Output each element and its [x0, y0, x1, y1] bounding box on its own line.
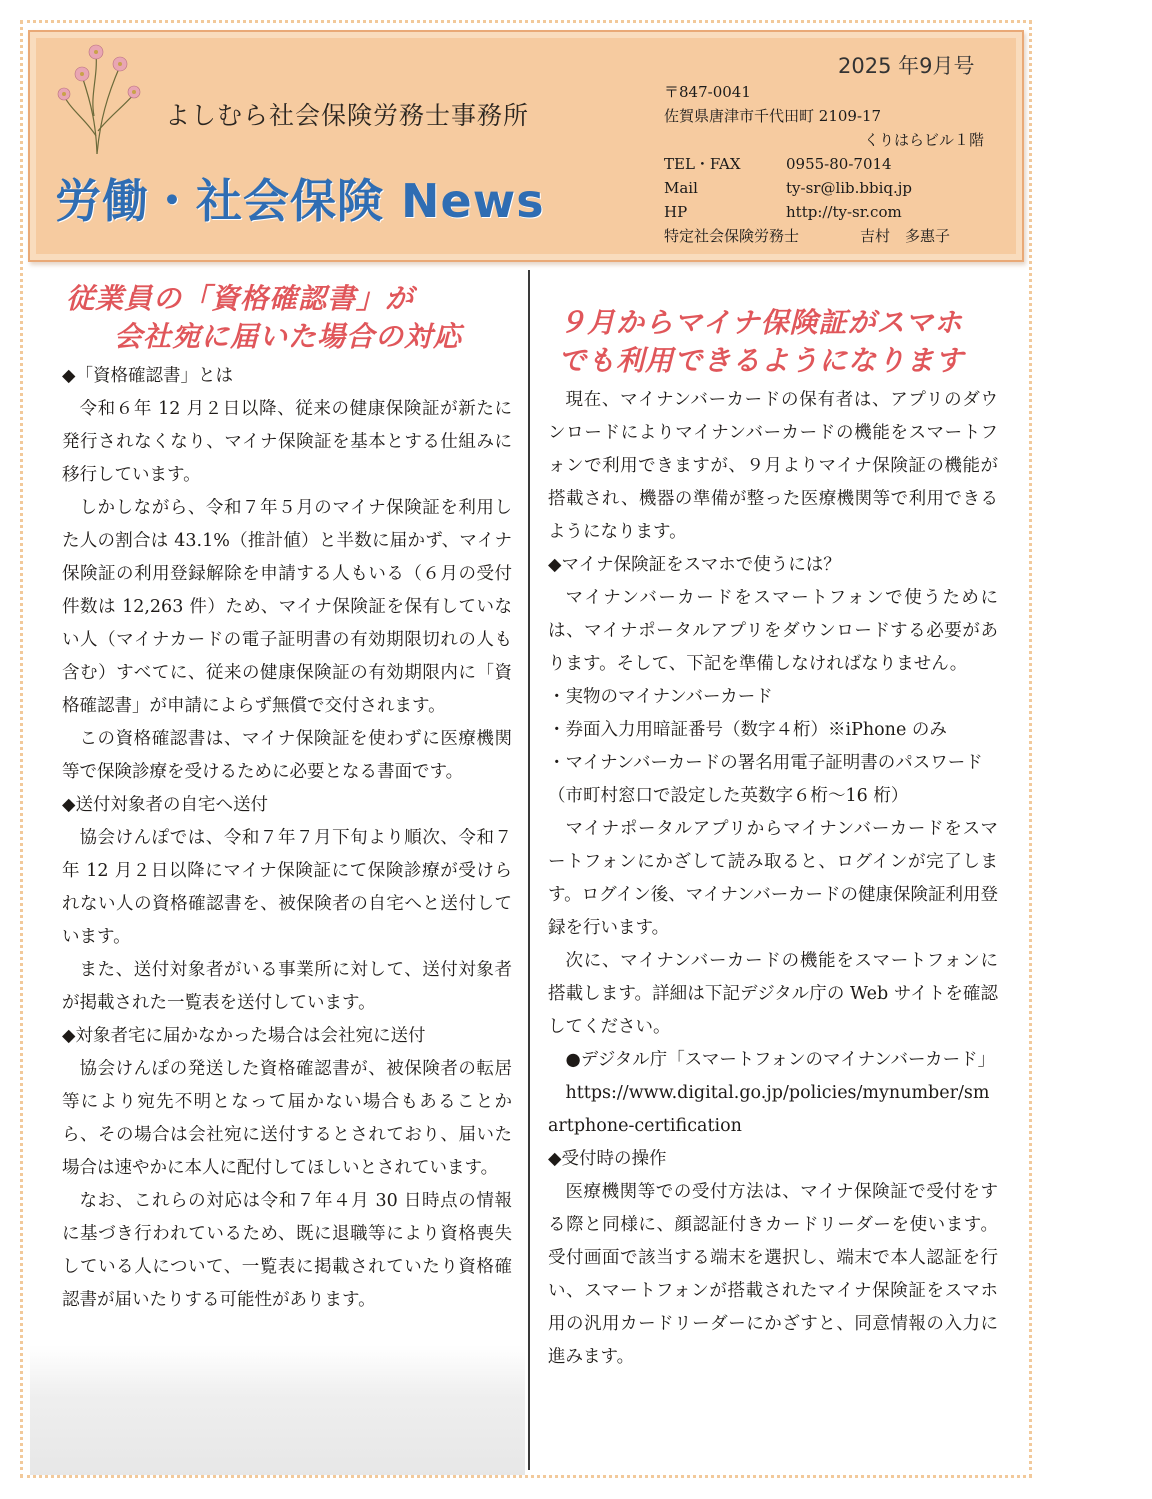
paragraph: 現在、マイナンバーカードの保有者は、アプリのダウンロードによりマイナンバーカードの機能をスマートフォンで利用できますが、９月よりマイナ保険証の機能が搭載され、機器の準備が整った医療機関等で利用できるようになります。	[548, 390, 998, 542]
right-headline	[548, 304, 998, 380]
left-article	[62, 280, 512, 1317]
right-article	[548, 280, 998, 1374]
section-heading: ◆マイナ保険証をスマホで使うには？	[548, 555, 841, 575]
mail-label: Mail	[664, 179, 698, 197]
title-label: 特定社会保険労務士	[664, 227, 800, 245]
address: 佐賀県唐津市千代田町 2109-17	[664, 107, 882, 125]
hp-label: HP	[664, 203, 688, 221]
paragraph: マイナポータルアプリからマイナンバーカードをスマートフォンにかざして読み取ると、ログインが完了します。ログイン後、マイナンバーカードの健康保険証利用登録を行います。	[548, 819, 998, 938]
left-headline-line-1: 従業員の「資格確認書」が	[66, 282, 415, 315]
left-headline-line-2: 会社宛に届いた場合の対応	[114, 320, 463, 353]
section-heading: ◆「資格確認書」とは	[62, 366, 233, 386]
section-heading: ◆対象者宅に届かなかった場合は会社宛に送付	[62, 1026, 426, 1046]
person-name: 吉村 多惠子	[860, 227, 951, 245]
list-item: ・マイナンバーカードの署名用電子証明書のパスワード（市町村窓口で設定した英数字６桁～16 桁）	[548, 753, 983, 806]
paragraph: 令和６年 12 月２日以降、従来の健康保険証が新たに発行されなくなり、マイナ保険証を基本とする仕組みに移行しています。	[62, 399, 512, 485]
building: くりはらビル１階	[863, 131, 984, 149]
section-heading: ◆受付時の操作	[548, 1149, 667, 1169]
contact-block	[664, 80, 1004, 248]
flower-icon	[52, 36, 142, 156]
paragraph: この資格確認書は、マイナ保険証を使わずに医療機関等で保険診療を受けるために必要となる書面です。	[62, 729, 512, 782]
paragraph: 次に、マイナンバーカードの機能をスマートフォンに搭載します。詳細は下記デジタル庁の Web サイトを確認してください。	[548, 951, 998, 1037]
office-name: よしむら社会保険労務士事務所	[165, 101, 530, 130]
hp-link[interactable]: http://ty-sr.com	[786, 203, 902, 221]
tel-label: TEL・FAX	[664, 155, 741, 173]
paragraph: 協会けんぽでは、令和７年７月下旬より順次、令和７年 12 月２日以降にマイナ保険証にて保険診療が受けられない人の資格確認書を、被保険者の自宅へと送付しています。	[62, 828, 512, 947]
paragraph: 医療機関等での受付方法は、マイナ保険証で受付をする際と同様に、顔認証付きカードリーダーを使います。受付画面で該当する端末を選択し、端末で本人認証を行い、スマートフォンが搭載されたマイナ保険証をスマホ用の汎用カードリーダーにかざすと、同意情報の入力に進みます。	[548, 1182, 998, 1367]
right-headline-line-1: ９月からマイナ保険証がスマホ	[558, 306, 963, 339]
postal-code: 〒847-0041	[664, 83, 751, 101]
mail-value[interactable]: ty-sr@lib.bbiq.jp	[786, 179, 913, 197]
issue-date: 2025 年9月号	[838, 54, 975, 78]
tel-value: 0955-80-7014	[786, 155, 892, 173]
newsletter-title: 労働・社会保険 News	[55, 174, 545, 228]
list-item: ・券面入力用暗証番号（数字４桁）※iPhone のみ	[548, 720, 947, 740]
link-title: ●デジタル庁「スマートフォンのマイナンバーカード」	[565, 1050, 996, 1070]
list-item: ・実物のマイナンバーカード	[548, 687, 773, 707]
column-divider	[528, 270, 530, 1470]
digital-agency-link[interactable]: https://www.digital.go.jp/policies/mynumber/smartphone-certification	[548, 1083, 990, 1136]
paragraph: また、送付対象者がいる事業所に対して、送付対象者が掲載された一覧表を送付しています。	[62, 960, 512, 1013]
paragraph: しかしながら、令和７年５月のマイナ保険証を利用した人の割合は 43.1%（推計値）と半数に届かず、マイナ保険証の利用登録解除を申請する人もいる（６月の受付件数は 12,263 件）ため、マイナ保険証を保有していない人（マイナカードの電子証明書の有効期限切れの人も含む）すべてに、従来の健康保険証の有効期限内に「資格確認書」が申請によらず無償で交付されます。	[62, 498, 512, 716]
paragraph: 協会けんぽの発送した資格確認書が、被保険者の転居等により宛先不明となって届かない場合もあることから、その場合は会社宛に送付するとされており、届いた場合は速やかに本人に配付してほしいとされています。	[62, 1059, 512, 1178]
section-heading: ◆送付対象者の自宅へ送付	[62, 795, 268, 815]
paragraph: なお、これらの対応は令和７年４月 30 日時点の情報に基づき行われているため、既に退職等により資格喪失している人について、一覧表に掲載されていたり資格確認書が届いたりする可能性があります。	[62, 1191, 512, 1310]
paragraph: マイナンバーカードをスマートフォンで使うためには、マイナポータルアプリをダウンロードする必要があります。そして、下記を準備しなければなりません。	[548, 588, 998, 674]
left-headline	[62, 280, 512, 356]
right-headline-line-2: でも利用できるようになります	[558, 344, 965, 377]
